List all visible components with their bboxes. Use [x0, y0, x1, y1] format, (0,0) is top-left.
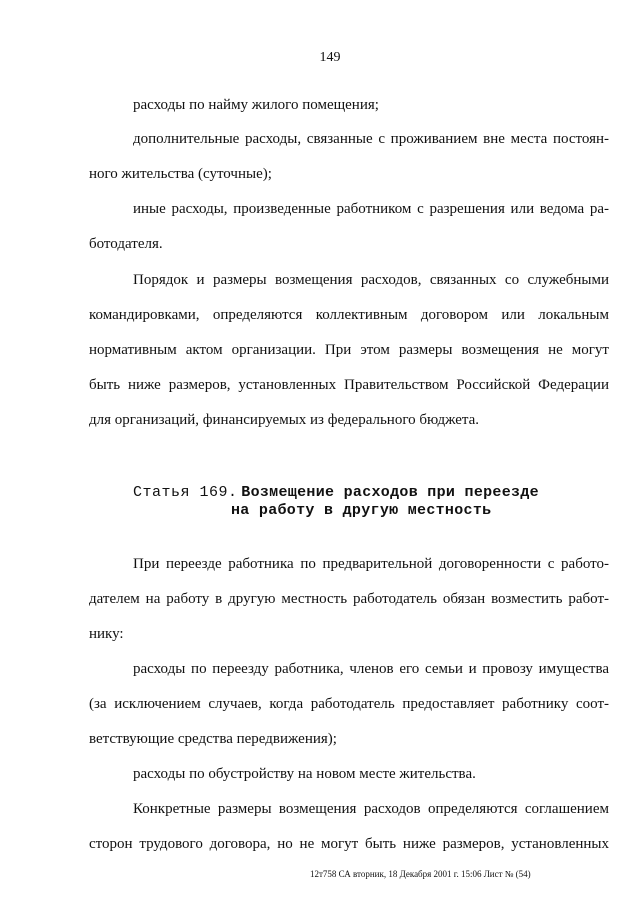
paragraph-line: ного жительства (суточные);: [89, 166, 272, 182]
paragraph-line: нормативным актом организации. При этом размеры возмещения не могут: [89, 342, 609, 358]
paragraph-line: (за исключением случаев, когда работодатель предоставляет работнику соот-: [89, 696, 609, 712]
paragraph-line: командировками, определяются коллективным договором или локальным: [89, 307, 609, 323]
article-number: Статья 169.: [133, 484, 238, 501]
paragraph-line: расходы по обустройству на новом месте жительства.: [133, 766, 476, 782]
paragraph-line: дополнительные расходы, связанные с проживанием вне места постоян-: [133, 131, 609, 147]
paragraph-line: Порядок и размеры возмещения расходов, связанных со служебными: [133, 272, 609, 288]
paragraph-line: дателем на работу в другую местность работодатель обязан возместить работ-: [89, 591, 609, 607]
paragraph-line: ветствующие средства передвижения);: [89, 731, 337, 747]
paragraph-line: нику:: [89, 626, 124, 642]
print-footer: 12т758 СА вторник, 18 Декабря 2001 г. 15:06 Лист № (54): [310, 869, 531, 879]
paragraph-line: сторон трудового договора, но не могут быть ниже размеров, установленных: [89, 836, 609, 852]
paragraph-line: для организаций, финансируемых из федерального бюджета.: [89, 412, 480, 428]
page-number: 149: [319, 50, 341, 65]
article-title-line1: Возмещение расходов при переезде: [241, 484, 539, 501]
article-heading-continuation: [231, 501, 491, 520]
article-title-line2: на работу в другую местность: [231, 502, 492, 519]
paragraph-line: быть ниже размеров, установленных Правительством Российской Федерации: [89, 377, 609, 393]
article-heading: [133, 483, 539, 502]
paragraph-line: расходы по найму жилого помещения;: [133, 97, 379, 113]
paragraph-line: расходы по переезду работника, членов его семьи и провозу имущества: [133, 661, 609, 677]
paragraph-line: иные расходы, произведенные работником с разрешения или ведома ра-: [133, 201, 609, 217]
paragraph-line: ботодателя.: [89, 236, 163, 252]
paragraph-line: Конкретные размеры возмещения расходов определяются соглашением: [133, 801, 609, 817]
paragraph-line: При переезде работника по предварительной договоренности с работо-: [133, 556, 609, 572]
